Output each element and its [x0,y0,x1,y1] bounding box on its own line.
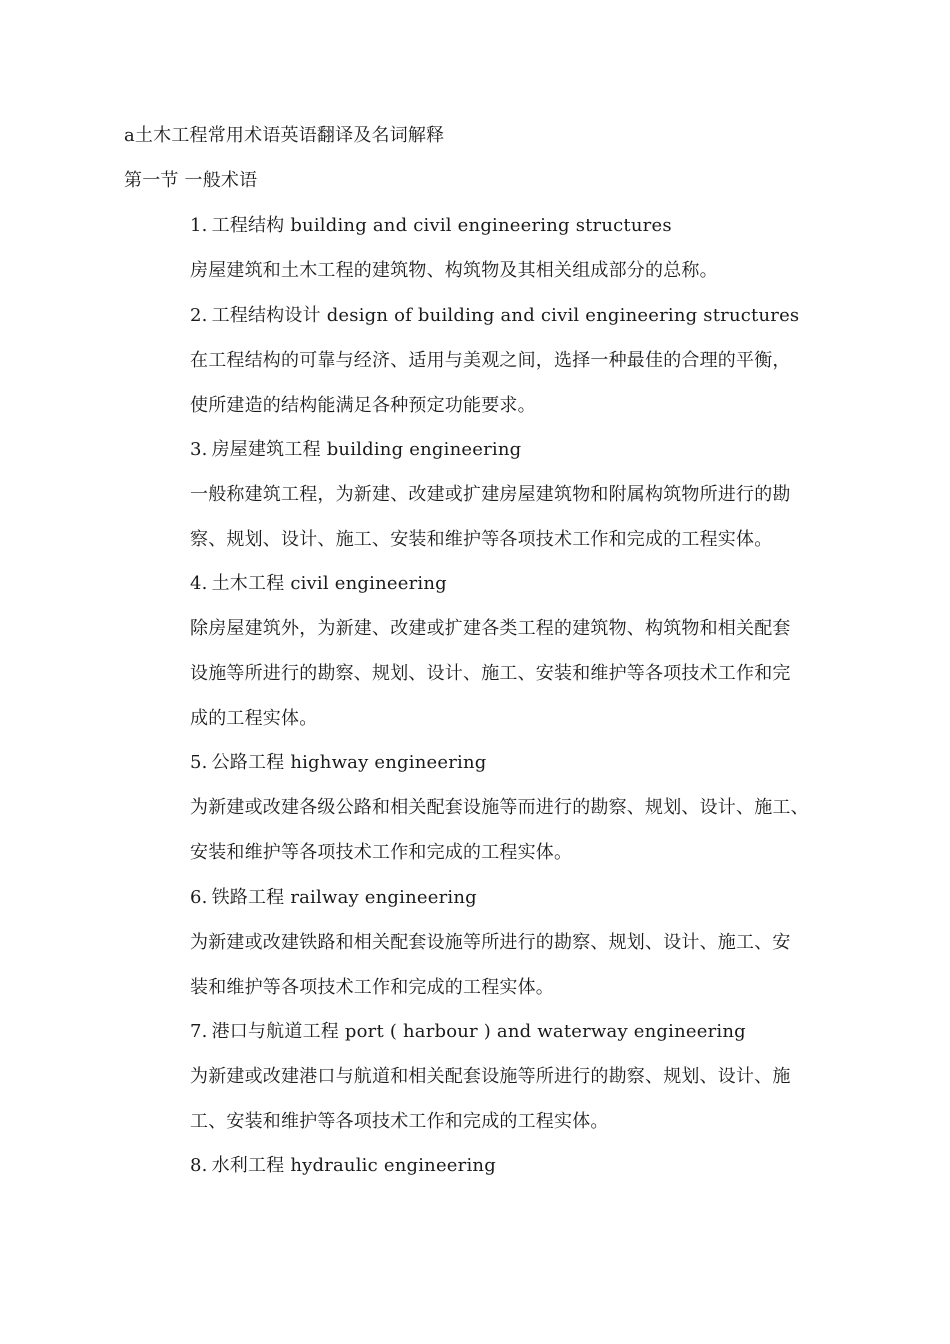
description-line: 成的工程实体。 [190,708,318,729]
entry-term-en: building and civil engineering structures [290,215,672,236]
description-line: 使所建造的结构能满足各种预定功能要求。 [190,395,536,416]
entry-heading-1 [190,214,672,238]
entry-number: 1. [190,215,208,236]
entry-heading-2 [190,304,799,328]
entry-heading-4 [190,572,447,596]
entry-term-en: design of building and civil engineering structures [326,305,800,326]
entry-heading-6 [190,886,477,910]
description-line: 为新建或改建港口与航道和相关配套设施等所进行的勘察、规划、设计、施 [190,1066,791,1087]
entry-description-2 [190,349,830,439]
entry-description-6 [190,931,830,1021]
description-line: 为新建或改建铁路和相关配套设施等所进行的勘察、规划、设计、施工、安 [190,932,791,953]
description-line: 房屋建筑和土木工程的建筑物、构筑物及其相关组成部分的总称。 [190,260,718,281]
entry-heading-7 [190,1020,746,1044]
description-line: 安装和维护等各项技术工作和完成的工程实体。 [190,842,573,863]
description-line: 察、规划、设计、施工、安装和维护等各项技术工作和完成的工程实体。 [190,529,773,550]
entry-number: 3. [190,439,208,460]
entry-term-en: port ( harbour ) and waterway engineering [344,1021,746,1042]
description-line: 一般称建筑工程，为新建、改建或扩建房屋建筑物和附属构筑物所进行的勘 [190,484,791,505]
document-title: a土木工程常用术语英语翻译及名词解释 [124,125,445,146]
entry-description-3 [190,483,830,573]
entry-term-cn: 水利工程 [211,1155,285,1176]
entry-number: 8. [190,1155,208,1176]
entry-term-en: hydraulic engineering [290,1155,496,1176]
entry-number: 2. [190,305,208,326]
entry-number: 7. [190,1021,208,1042]
entry-heading-8 [190,1154,496,1178]
entry-description-7 [190,1065,830,1155]
entry-term-en: civil engineering [290,573,447,594]
entry-term-en: building engineering [326,439,522,460]
entry-term-en: highway engineering [290,752,487,773]
section-title: 第一节 一般术语 [124,170,258,191]
description-line: 装和维护等各项技术工作和完成的工程实体。 [190,977,554,998]
description-line: 在工程结构的可靠与经济、适用与美观之间，选择一种最佳的合理的平衡， [190,350,791,371]
description-line: 除房屋建筑外，为新建、改建或扩建各类工程的建筑物、构筑物和相关配套 [190,618,791,639]
entry-term-cn: 工程结构 [211,215,285,236]
entry-number: 5. [190,752,208,773]
entry-description-1 [190,259,830,304]
entry-term-cn: 工程结构设计 [211,305,321,326]
entry-heading-5 [190,751,487,775]
entry-description-4 [190,617,830,752]
entry-term-cn: 铁路工程 [211,887,285,908]
entry-number: 4. [190,573,208,594]
entry-number: 6. [190,887,208,908]
description-line: 为新建或改建各级公路和相关配套设施等而进行的勘察、规划、设计、施工、 [190,797,809,818]
entry-term-cn: 房屋建筑工程 [211,439,321,460]
entry-term-cn: 土木工程 [211,573,285,594]
entry-term-cn: 公路工程 [211,752,285,773]
description-line: 设施等所进行的勘察、规划、设计、施工、安装和维护等各项技术工作和完 [190,663,791,684]
description-line: 工、安装和维护等各项技术工作和完成的工程实体。 [190,1111,609,1132]
entry-description-5 [190,796,830,886]
entry-term-cn: 港口与航道工程 [211,1021,339,1042]
entry-term-en: railway engineering [290,887,477,908]
entry-heading-3 [190,438,521,462]
